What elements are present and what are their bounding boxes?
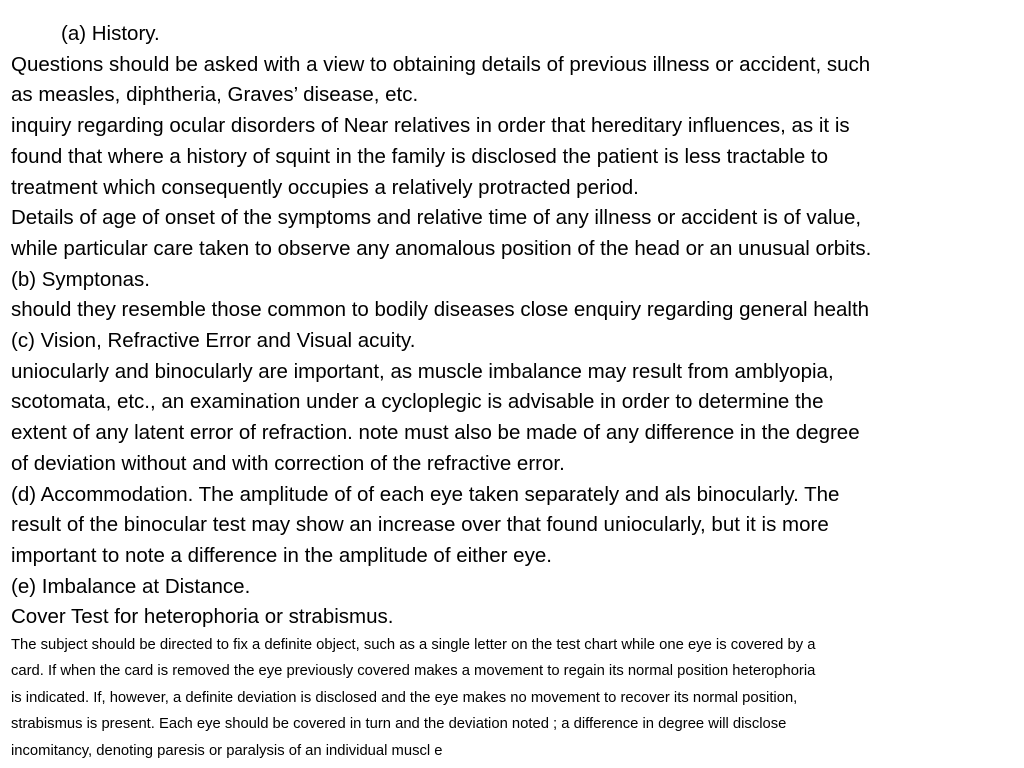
text-line: important to note a difference in the amplitude of either eye. — [11, 543, 552, 567]
text-line: of deviation without and with correction of the refractive error. — [11, 451, 565, 475]
small-text-line: The subject should be directed to fix a definite object, such as a single letter on the test chart while one eye is covered by a — [11, 637, 816, 653]
heading-imbalance: (e) Imbalance at Distance. — [11, 574, 251, 598]
heading-accommodation: (d) Accommodation. The amplitude of of each eye taken separately and als binocularly. The — [11, 482, 840, 506]
text-line: extent of any latent error of refraction. note must also be made of any difference in the degree — [11, 421, 860, 445]
text-line: as measles, diphtheria, Graves’ disease, etc. — [11, 83, 419, 107]
text-line: Details of age of onset of the symptoms and relative time of any illness or accident is of value, — [11, 206, 862, 230]
heading-symptoms: (b) Symptonas. — [11, 267, 150, 291]
cover-test-description — [11, 632, 1016, 764]
small-text-line: is indicated. If, however, a definite deviation is disclosed and the eye makes no movement to recover its normal position, — [11, 689, 798, 706]
text-line: while particular care taken to observe any anomalous position of the head or an unusual orbits. — [11, 236, 872, 260]
text-line: inquiry regarding ocular disorders of Near relatives in order that hereditary influences, as it is — [11, 114, 850, 138]
small-text-line: incomitancy, denoting paresis or paralysis of an individual muscl e — [11, 742, 443, 759]
text-line: scotomata, etc., an examination under a cycloplegic is advisable in order to determine the — [11, 390, 824, 414]
subheading-cover-test: Cover Test for heterophoria or strabismus. — [11, 605, 394, 629]
small-text-line: strabismus is present. Each eye should be covered in turn and the deviation noted ; a difference in degree will disclose — [11, 716, 787, 733]
text-line: treatment which consequently occupies a relatively protracted period. — [11, 175, 639, 199]
text-line: result of the binocular test may show an increase over that found uniocularly, but it is more — [11, 513, 829, 537]
text-line: should they resemble those common to bodily diseases close enquiry regarding general health — [11, 298, 870, 322]
text-line: found that where a history of squint in the family is disclosed the patient is less tractable to — [11, 144, 829, 168]
slide-text-body — [11, 19, 1016, 633]
text-line: Questions should be asked with a view to obtaining details of previous illness or accident, such — [11, 52, 871, 76]
heading-vision: (c) Vision, Refractive Error and Visual acuity. — [11, 329, 416, 353]
heading-history: (a) History. — [61, 22, 160, 45]
small-text-line: card. If when the card is removed the eye previously covered makes a movement to regain its normal position heterophoria — [11, 663, 816, 680]
text-line: uniocularly and binocularly are important, as muscle imbalance may result from amblyopia, — [11, 359, 834, 383]
